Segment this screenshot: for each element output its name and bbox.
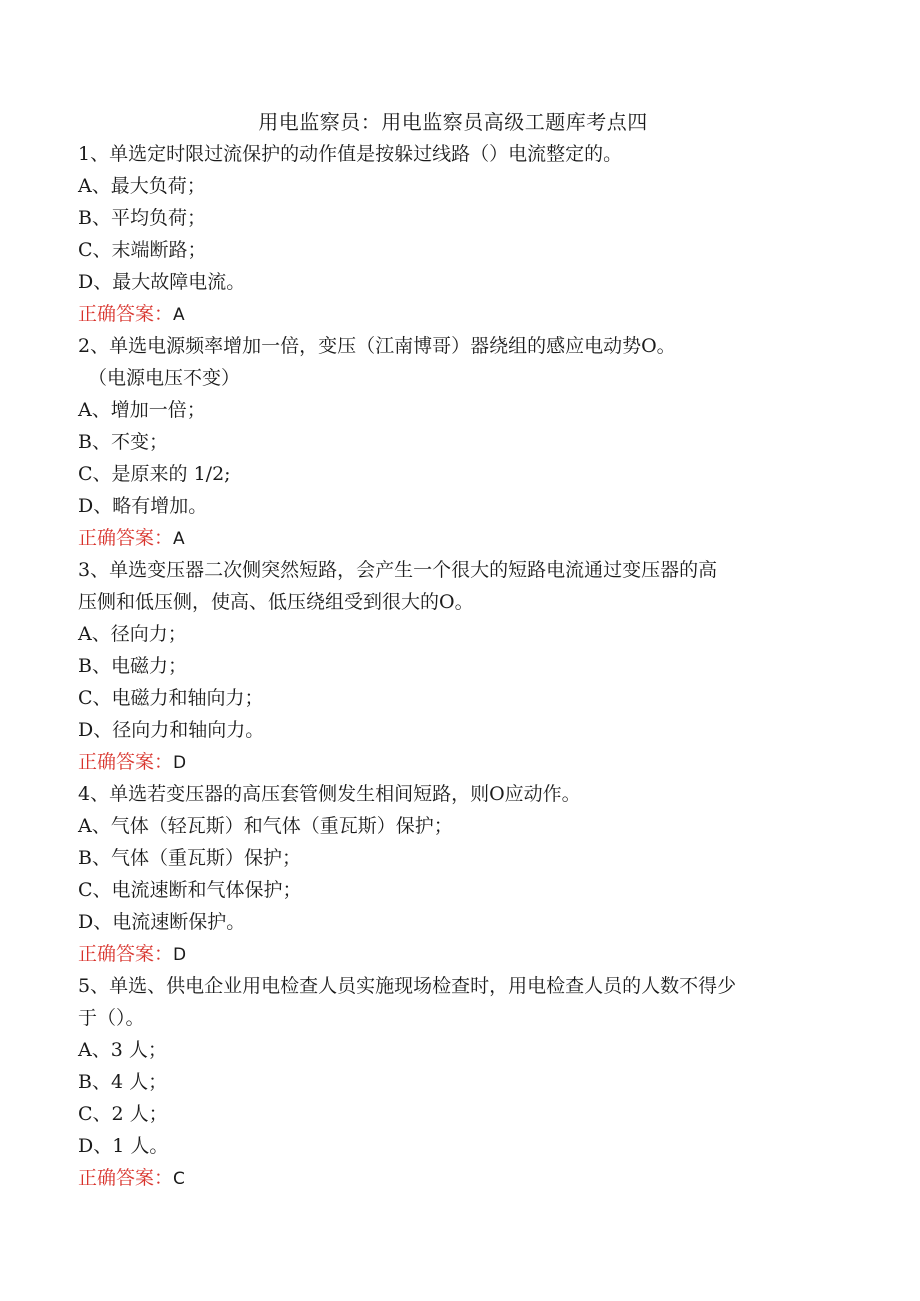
answer-label: 正确答案： (78, 943, 174, 965)
option-a: A、3 人； (78, 1039, 167, 1061)
option-b: B、4 人； (78, 1071, 168, 1093)
question-1 (78, 138, 818, 330)
option-b: B、气体（重瓦斯）保护； (78, 847, 301, 869)
answer-label: 正确答案： (78, 527, 174, 549)
answer-label: 正确答案： (78, 303, 174, 325)
option-c: C、电流速断和气体保护； (78, 879, 302, 901)
option-a: A、增加一倍； (78, 399, 206, 421)
option-a: A、气体（轻瓦斯）和气体（重瓦斯）保护； (78, 815, 453, 837)
question-3 (78, 554, 818, 778)
question-text: 1、单选定时限过流保护的动作值是按躲过线路（）电流整定的。 (78, 143, 623, 165)
answer-line (78, 1162, 818, 1194)
answer-value: A (173, 305, 185, 325)
question-4 (78, 778, 818, 970)
question-text: 5、单选、供电企业用电检查人员实施现场检查时，用电检查人员的人数不得少 (78, 975, 737, 997)
answer-value: C (173, 1169, 185, 1189)
question-text-continued: 于（）。 (78, 1007, 145, 1029)
question-text: 2、单选电源频率增加一倍，变压（江南博哥）器绕组的感应电动势O。 (78, 335, 676, 357)
question-list (78, 138, 818, 1194)
option-b: B、平均负荷； (78, 207, 206, 229)
answer-label: 正确答案： (78, 751, 174, 773)
question-text-continued: （电源电压不变） (88, 367, 241, 389)
option-d: D、1 人。 (78, 1135, 169, 1157)
option-a: A、最大负荷； (78, 175, 206, 197)
question-5 (78, 970, 818, 1194)
question-2 (78, 330, 818, 554)
answer-line (78, 938, 818, 970)
option-d: D、最大故障电流。 (78, 271, 246, 293)
document-title: 用电监察员：用电监察员高级工题库考点四 (258, 110, 648, 134)
answer-label: 正确答案： (78, 1167, 174, 1189)
answer-line (78, 522, 818, 554)
question-text: 4、单选若变压器的高压套管侧发生相间短路，则O应动作。 (78, 783, 581, 805)
option-b: B、电磁力； (78, 655, 187, 677)
option-c: C、电磁力和轴向力； (78, 687, 264, 709)
option-a: A、径向力； (78, 623, 187, 645)
question-text-continued: 压侧和低压侧，使高、低压绕组受到很大的O。 (78, 591, 474, 613)
answer-line (78, 746, 818, 778)
option-c: C、末端断路； (78, 239, 207, 261)
option-c: C、是原来的 1/2; (78, 463, 231, 485)
answer-value: A (173, 529, 185, 549)
option-d: D、径向力和轴向力。 (78, 719, 265, 741)
answer-value: D (173, 945, 187, 965)
option-c: C、2 人； (78, 1103, 168, 1125)
question-text: 3、单选变压器二次侧突然短路，会产生一个很大的短路电流通过变压器的高 (78, 559, 718, 581)
option-d: D、电流速断保护。 (78, 911, 246, 933)
option-d: D、略有增加。 (78, 495, 208, 517)
option-b: B、不变； (78, 431, 168, 453)
answer-line (78, 298, 818, 330)
answer-value: D (173, 753, 187, 773)
